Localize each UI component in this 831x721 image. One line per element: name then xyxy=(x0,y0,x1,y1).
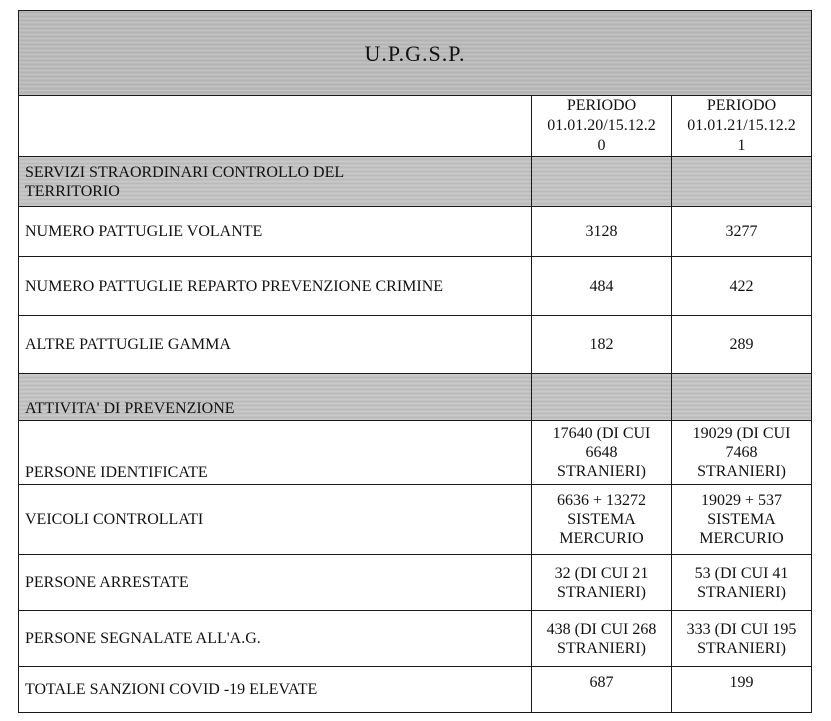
row-value-2021: 199 xyxy=(672,667,812,713)
table-row xyxy=(19,667,812,713)
row-label: PERSONE SEGNALATE ALL'A.G. xyxy=(19,611,532,667)
section-label-prevenzione: ATTIVITA' DI PREVENZIONE xyxy=(19,374,532,421)
row-value-2021: 19029 (DI CUI 7468 STRANIERI) xyxy=(672,421,812,485)
statistics-table xyxy=(18,10,812,713)
row-label: TOTALE SANZIONI COVID -19 ELEVATE xyxy=(19,667,532,713)
table-row xyxy=(19,207,812,257)
row-value-2020: 182 xyxy=(532,316,672,374)
header-row xyxy=(19,96,812,157)
header-period-2021: PERIODO 01.01.21/15.12.2 1 xyxy=(672,96,812,157)
row-value-2021: 3277 xyxy=(672,207,812,257)
row-label: PERSONE ARRESTATE xyxy=(19,555,532,611)
table-row xyxy=(19,555,812,611)
section-empty-cell xyxy=(672,157,812,207)
title-row xyxy=(19,11,812,96)
row-value-2021: 333 (DI CUI 195 STRANIERI) xyxy=(672,611,812,667)
row-label: NUMERO PATTUGLIE REPARTO PREVENZIONE CRIMINE xyxy=(19,257,532,316)
row-value-2021: 53 (DI CUI 41 STRANIERI) xyxy=(672,555,812,611)
section-empty-cell xyxy=(672,374,812,421)
section-row-servizi xyxy=(19,157,812,207)
table-row xyxy=(19,316,812,374)
row-value-2020: 687 xyxy=(532,667,672,713)
row-value-2020: 6636 + 13272 SISTEMA MERCURIO xyxy=(532,485,672,555)
row-value-2020: 3128 xyxy=(532,207,672,257)
table-row xyxy=(19,257,812,316)
row-value-2020: 438 (DI CUI 268 STRANIERI) xyxy=(532,611,672,667)
section-empty-cell xyxy=(532,157,672,207)
table-title: U.P.G.S.P. xyxy=(19,11,812,96)
row-label: VEICOLI CONTROLLATI xyxy=(19,485,532,555)
table-row xyxy=(19,421,812,485)
header-period-2020: PERIODO 01.01.20/15.12.2 0 xyxy=(532,96,672,157)
row-value-2021: 289 xyxy=(672,316,812,374)
row-value-2020: 32 (DI CUI 21 STRANIERI) xyxy=(532,555,672,611)
table-row xyxy=(19,485,812,555)
row-label: ALTRE PATTUGLIE GAMMA xyxy=(19,316,532,374)
row-value-2020: 484 xyxy=(532,257,672,316)
table-row xyxy=(19,611,812,667)
section-label-servizi: SERVIZI STRAORDINARI CONTROLLO DEL TERRITORIO xyxy=(19,157,532,207)
section-empty-cell xyxy=(532,374,672,421)
row-value-2021: 19029 + 537 SISTEMA MERCURIO xyxy=(672,485,812,555)
row-label: NUMERO PATTUGLIE VOLANTE xyxy=(19,207,532,257)
row-value-2020: 17640 (DI CUI 6648 STRANIERI) xyxy=(532,421,672,485)
section-row-prevenzione xyxy=(19,374,812,421)
header-empty-cell xyxy=(19,96,532,157)
row-label: PERSONE IDENTIFICATE xyxy=(19,421,532,485)
row-value-2021: 422 xyxy=(672,257,812,316)
